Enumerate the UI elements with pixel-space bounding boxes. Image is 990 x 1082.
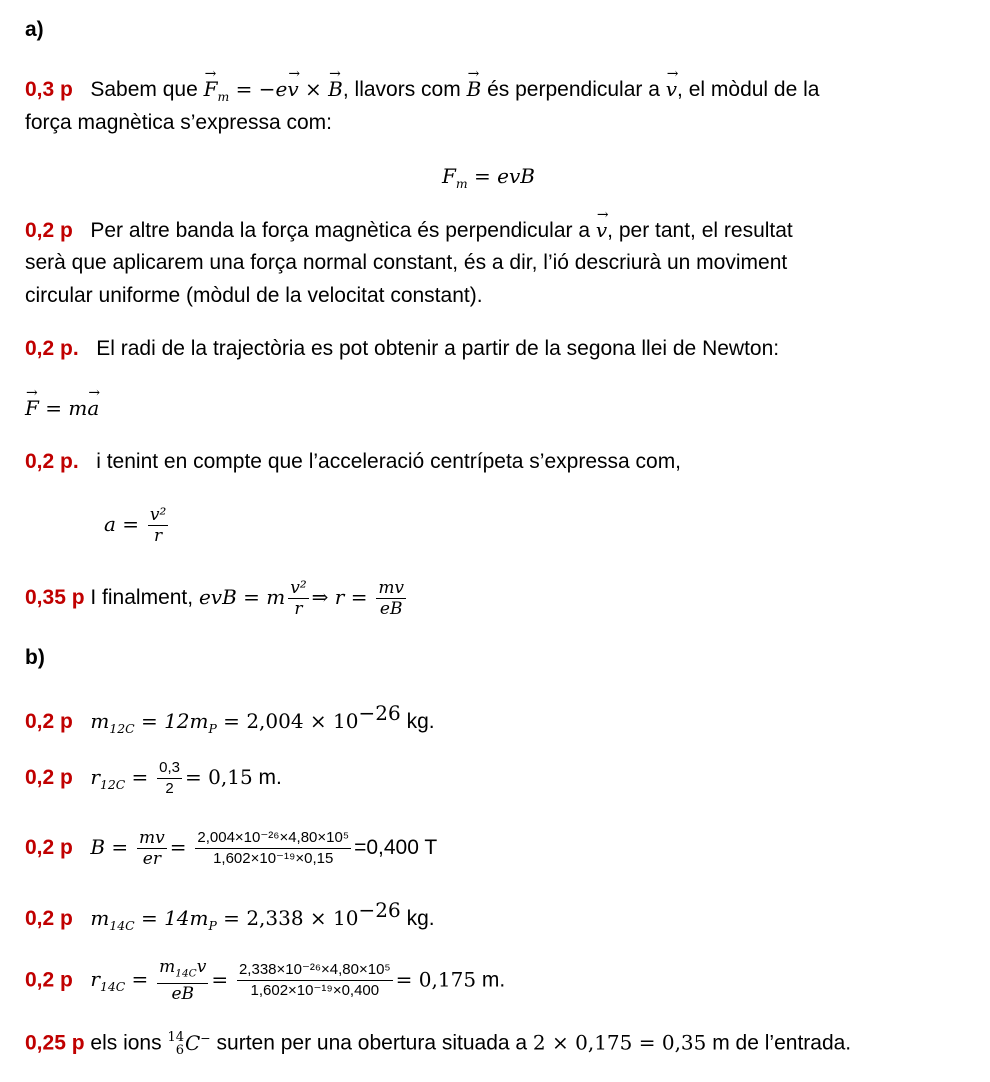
exponent: −26 bbox=[358, 701, 401, 725]
formula-lorentz: → $F_m = -e\to v$ × → B bbox=[204, 77, 343, 101]
text: els ions bbox=[90, 1031, 162, 1055]
points-badge: 0,2 p. bbox=[25, 337, 79, 360]
text: , el mòdul de la bbox=[677, 78, 820, 101]
text: Sabem que bbox=[90, 78, 198, 101]
text: I finalment, bbox=[90, 586, 194, 610]
line-b1: 0,2 p $m_{12C} = 12m_P = 2,004 \times 10^{-26}$ kg. bbox=[25, 701, 435, 736]
value: 0,15 bbox=[208, 765, 253, 790]
text: El radi de la trajectòria es pot obtenir a partir de la segona llei de Newton: bbox=[96, 337, 780, 360]
text: Per altre banda la força magnètica és perpendicular a bbox=[90, 219, 591, 242]
numerator: 0,3 bbox=[157, 758, 182, 779]
line-b3: 0,2 p B = $\frac{mv}{er}$ = $\frac{\text{2,004×10⁻²⁶×4,80×10⁵}}{\text{1,602×10⁻¹⁹×0,15}}$ =0,400 T bbox=[25, 828, 438, 869]
line-a1: 0,3 p Sabem que → $F_m = -e\to v$ × → B, llavors com → B és perpendicular a → v, el mòdul de la bbox=[25, 73, 819, 113]
points-badge: 0,2 p bbox=[25, 836, 73, 860]
points-badge: 0,2 p. bbox=[25, 450, 79, 473]
text: m de l’entrada. bbox=[712, 1031, 852, 1055]
line-b6: 0,25 p els ions 14 6 C− surten per una obertura situada a 2 × 0,175 = 0,35 m de l’entrada. bbox=[25, 1030, 852, 1059]
unit: m. bbox=[481, 968, 506, 992]
points-badge: 0,2 p bbox=[25, 907, 73, 930]
exponent: −26 bbox=[358, 898, 401, 922]
points-badge: 0,2 p bbox=[25, 219, 73, 242]
line-b2: 0,2 p $r_{12C}$ = $\frac{0,3}{2}$ = 0,15 m. bbox=[25, 759, 282, 797]
formula-centripetal: a = $\frac{\text{v²}}{r}$ bbox=[104, 505, 167, 546]
points-badge: 0,25 p bbox=[25, 1031, 85, 1055]
text: és perpendicular a bbox=[487, 78, 660, 101]
value: 2,004 × 10 bbox=[246, 709, 359, 733]
value: 0,175 bbox=[418, 967, 477, 992]
formula-fm: $F_m$ = evB bbox=[442, 164, 535, 191]
section-a-label: a) bbox=[25, 18, 44, 41]
line-b5: 0,2 p $r_{14C}$ = $\frac{m_{14C}v}{eB}$ = $\frac{\text{2,338×10⁻²⁶×4,80×10⁵}}{\text{1,602×10⁻¹⁹×0,400}}$ = 0,175 m. bbox=[25, 957, 506, 1005]
unit: m. bbox=[258, 766, 282, 790]
points-badge: 0,2 p bbox=[25, 968, 73, 992]
line-a2: 0,2 p Per altre banda la força magnètica és perpendicular a → v, per tant, el resultat bbox=[25, 214, 793, 247]
text: i tenint en compte que l’acceleració centrípeta s’expressa com, bbox=[96, 450, 682, 473]
text: , llavors com bbox=[342, 78, 461, 101]
points-badge: 0,35 p bbox=[25, 586, 85, 610]
points-badge: 0,2 p bbox=[25, 766, 73, 790]
line-a4 bbox=[25, 446, 681, 478]
numerator: 2,338×10⁻²⁶×4,80×10⁵ bbox=[237, 960, 393, 981]
line-a2-2: serà que aplicarem una força normal constant, és a dir, l’ió descriurà un moviment bbox=[25, 251, 788, 274]
denominator: 1,602×10⁻¹⁹×0,400 bbox=[250, 982, 380, 1000]
unit: kg. bbox=[406, 710, 435, 733]
line-b4: 0,2 p $m_{14C} = 14m_P = 2,338 \times 10^{-26}$ kg. bbox=[25, 898, 435, 933]
line-a3 bbox=[25, 333, 779, 365]
points-badge: 0,3 p bbox=[25, 78, 73, 101]
result: =0,400 T bbox=[354, 836, 438, 860]
isotope-prefix: 14 6 bbox=[167, 1030, 184, 1059]
numerator: 2,004×10⁻²⁶×4,80×10⁵ bbox=[195, 828, 351, 849]
text: , per tant, el resultat bbox=[607, 219, 793, 242]
denominator: 1,602×10⁻¹⁹×0,15 bbox=[213, 850, 334, 867]
calculation: 2 × 0,175 = 0,35 bbox=[532, 1030, 707, 1055]
points-badge: 0,2 p bbox=[25, 710, 73, 733]
line-a5: 0,35 p I finalment, evB = m $\frac{\text{v²}}{r}$ ⇒ r = $\frac{mv}{eB}$ bbox=[25, 578, 405, 619]
denominator: 2 bbox=[165, 780, 174, 797]
section-b-label: b) bbox=[25, 646, 45, 669]
line-a2-3: circular uniforme (mòdul de la velocitat constant). bbox=[25, 284, 483, 307]
line-a1-2: força magnètica s’expressa com: bbox=[25, 111, 332, 134]
text: surten per una obertura situada a bbox=[216, 1031, 528, 1055]
value: 2,338 × 10 bbox=[246, 906, 359, 930]
formula-newton: → F = m→ a bbox=[25, 392, 99, 425]
unit: kg. bbox=[406, 907, 435, 930]
